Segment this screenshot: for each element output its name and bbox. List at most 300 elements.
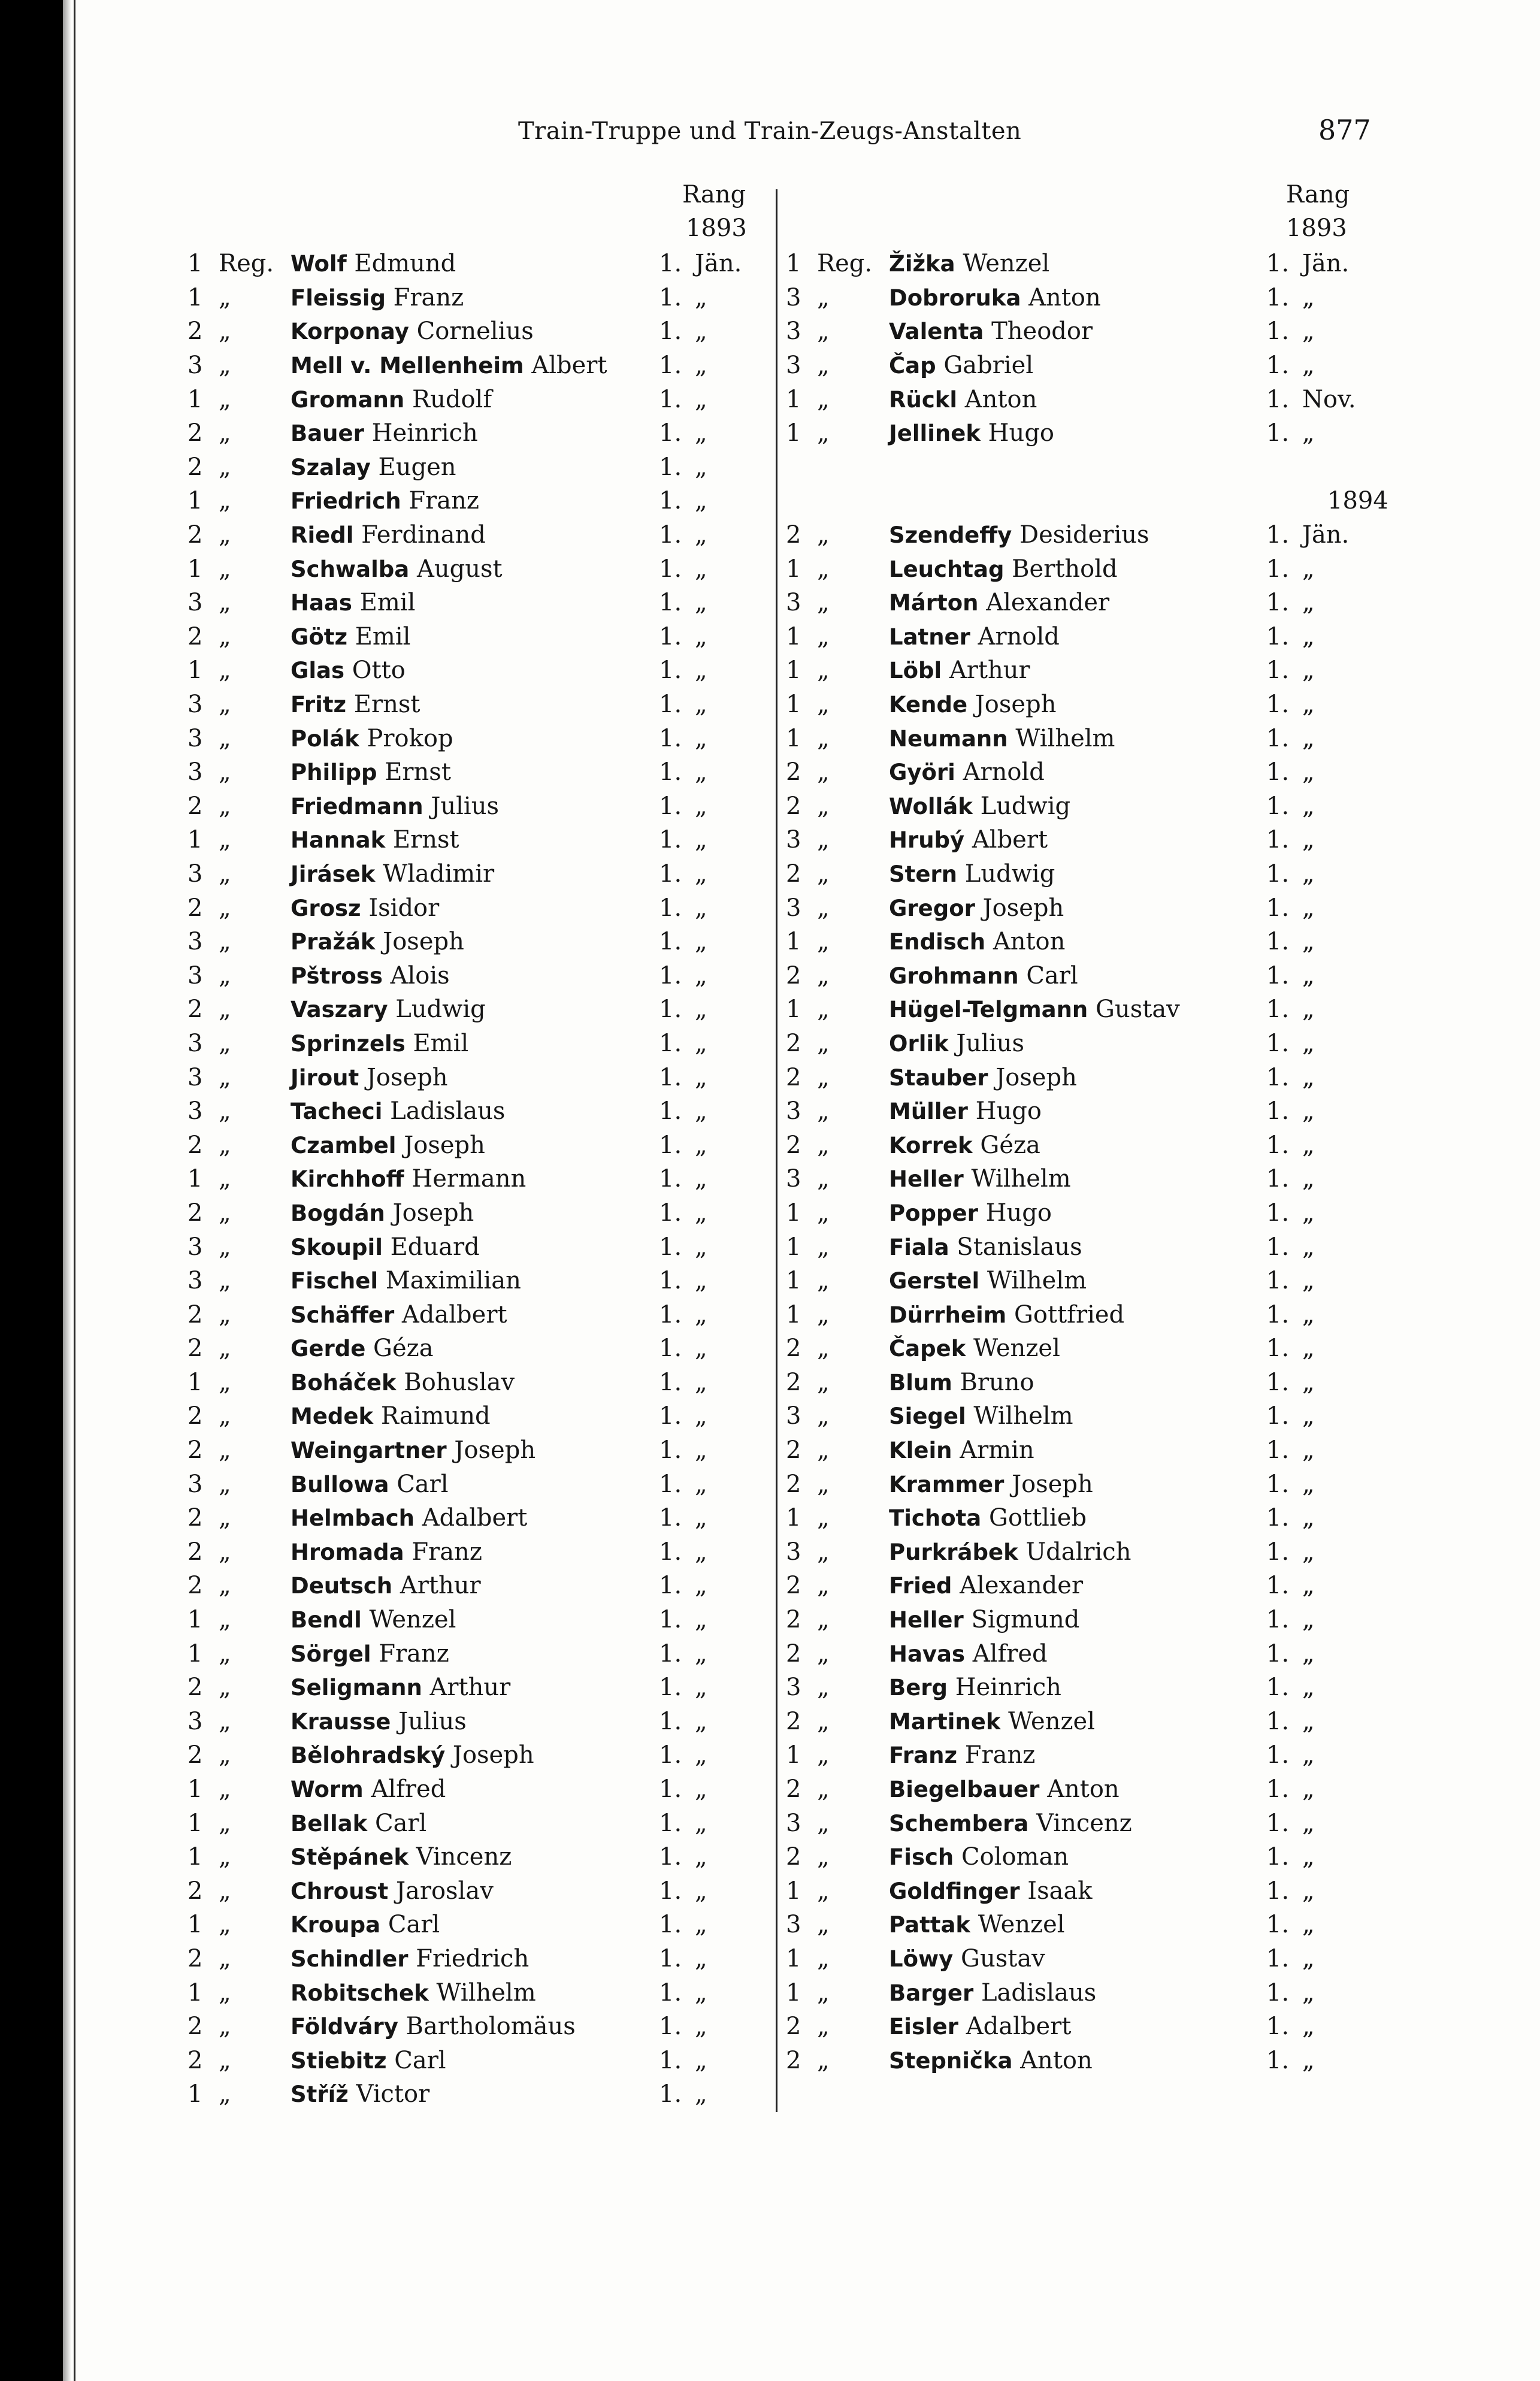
officer-name [291, 416, 659, 450]
officer-given-name: Joseph [996, 1063, 1077, 1091]
officer-surname: Müller [889, 1099, 968, 1125]
unit-abbrev: Reg. [817, 250, 873, 278]
rank-month: „ [1302, 352, 1315, 380]
regiment-number: 1 [187, 656, 203, 685]
officer-surname: Martinek [889, 1708, 1001, 1735]
roster-row [187, 1230, 769, 1264]
unit-abbrev: „ [219, 758, 231, 786]
unit-abbrev: „ [219, 1809, 231, 1837]
roster-row [187, 857, 769, 891]
officer-surname: Klein [889, 1438, 952, 1464]
officer-given-name: Heinrich [371, 419, 478, 447]
officer-surname: Krausse [291, 1708, 391, 1735]
officer-surname: Bauer [291, 420, 364, 447]
regiment-number: 2 [187, 2046, 203, 2074]
officer-surname: Fisch [889, 1844, 954, 1871]
officer-name [291, 586, 659, 620]
roster-row [187, 2077, 769, 2111]
officer-surname: Stauber [889, 1064, 988, 1091]
unit-abbrev: „ [817, 1470, 830, 1498]
right-roster-table [786, 247, 1421, 2077]
officer-name [889, 382, 1266, 416]
unit-abbrev: „ [219, 2046, 231, 2074]
officer-name [889, 1297, 1266, 1332]
unit-abbrev: „ [817, 1063, 830, 1091]
officer-surname: Gregor [889, 895, 975, 921]
rank-month: „ [695, 1131, 707, 1159]
year-header-row [786, 484, 1421, 518]
unit-abbrev: „ [817, 1809, 830, 1837]
rank-month: „ [695, 1504, 707, 1532]
officer-given-name: Armin [960, 1436, 1034, 1465]
unit-abbrev: „ [817, 1504, 830, 1532]
officer-name [291, 1264, 659, 1298]
rank-month: „ [1302, 1674, 1315, 1702]
rank-month: „ [695, 1300, 707, 1329]
officer-surname: Vaszary [291, 997, 388, 1023]
officer-name [889, 1196, 1266, 1230]
rank-month: „ [695, 1267, 707, 1295]
unit-abbrev: „ [219, 792, 231, 820]
officer-surname: Helmbach [291, 1505, 415, 1532]
officer-given-name: Alois [390, 961, 450, 990]
rank-day: 1. [659, 1131, 682, 1159]
unit-abbrev: „ [219, 1572, 231, 1600]
officer-surname: Pražák [291, 929, 376, 955]
officer-name [889, 823, 1266, 857]
officer-given-name: Friedrich [416, 1944, 530, 1972]
officer-given-name: Joseph [383, 928, 464, 956]
rank-day: 1. [1266, 622, 1290, 651]
rank-month: „ [695, 1674, 707, 1702]
officer-given-name: Victor [356, 2080, 430, 2108]
officer-name [889, 1705, 1266, 1739]
regiment-number: 2 [786, 860, 801, 888]
roster-row [786, 1874, 1421, 1908]
officer-name [291, 2010, 659, 2044]
regiment-number: 1 [786, 419, 801, 447]
officer-given-name: Gottfried [1013, 1300, 1125, 1329]
roster-row [786, 349, 1421, 383]
officer-surname: Franz [889, 1742, 957, 1769]
rank-month: „ [1302, 826, 1315, 854]
officer-surname: Popper [889, 1200, 978, 1226]
officer-given-name: Otto [352, 656, 406, 685]
regiment-number: 2 [187, 1402, 203, 1430]
officer-given-name: Alexander [986, 589, 1110, 617]
officer-name [291, 1603, 659, 1637]
officer-surname: Jellinek [889, 420, 981, 447]
officer-given-name: Arnold [963, 758, 1045, 786]
officer-name [889, 1467, 1266, 1501]
roster-row [187, 1908, 769, 1942]
officer-name [291, 823, 659, 857]
unit-abbrev: „ [817, 1775, 830, 1804]
unit-abbrev: „ [219, 1911, 231, 1939]
unit-abbrev: „ [219, 1131, 231, 1159]
officer-name [291, 1772, 659, 1807]
roster-row [187, 1874, 769, 1908]
officer-name [889, 349, 1266, 383]
officer-surname: Jirout [291, 1064, 359, 1091]
unit-abbrev: „ [817, 1538, 830, 1566]
rank-month: „ [1302, 1978, 1315, 2007]
officer-given-name: Wladimir [383, 860, 495, 888]
regiment-number: 2 [786, 1029, 801, 1057]
rank-month: „ [695, 1199, 707, 1227]
rank-month: „ [1302, 317, 1315, 346]
unit-abbrev: „ [219, 1097, 231, 1126]
regiment-number: 2 [786, 792, 801, 820]
regiment-number: 3 [786, 1097, 801, 1126]
rank-day: 1. [1266, 1809, 1290, 1837]
officer-given-name: Alfred [972, 1639, 1048, 1668]
officer-name [889, 1636, 1266, 1671]
officer-surname: Márton [889, 590, 979, 616]
rank-month: „ [1302, 589, 1315, 617]
regiment-number: 2 [786, 1572, 801, 1600]
rank-day: 1. [1266, 589, 1290, 617]
officer-surname: Glas [291, 658, 345, 684]
rank-day: 1. [1266, 1335, 1290, 1363]
unit-abbrev: „ [219, 352, 231, 380]
officer-surname: Fleissig [291, 285, 386, 311]
roster-row [786, 281, 1421, 315]
officer-surname: Valenta [889, 319, 984, 345]
roster-row [786, 620, 1421, 654]
regiment-number: 3 [187, 1097, 203, 1126]
rank-month: „ [1302, 1267, 1315, 1295]
roster-row [786, 993, 1421, 1027]
rank-day: 1. [659, 1877, 682, 1905]
unit-abbrev: „ [817, 1402, 830, 1430]
officer-given-name: Julius [398, 1707, 467, 1735]
rank-month: „ [1302, 1606, 1315, 1634]
officer-name [291, 1942, 659, 1976]
unit-abbrev: „ [817, 996, 830, 1024]
regiment-number: 1 [786, 1741, 801, 1769]
unit-abbrev: „ [817, 555, 830, 583]
unit-abbrev: „ [817, 826, 830, 854]
rank-day: 1. [659, 1300, 682, 1329]
rank-day: 1. [1266, 996, 1290, 1024]
officer-given-name: Anton [1028, 283, 1101, 311]
officer-name [889, 552, 1266, 586]
rank-day: 1. [1266, 2046, 1290, 2074]
officer-name [291, 1060, 659, 1094]
unit-abbrev: „ [817, 961, 830, 990]
rank-month: „ [1302, 792, 1315, 820]
rank-month: „ [1302, 724, 1315, 752]
rank-month: „ [695, 1809, 707, 1837]
regiment-number: 2 [187, 792, 203, 820]
roster-row [786, 1297, 1421, 1332]
rank-month: „ [695, 1944, 707, 1972]
officer-name [291, 755, 659, 789]
officer-surname: Kroupa [291, 1912, 381, 1938]
officer-surname: Földváry [291, 2014, 398, 2040]
officer-name [889, 1942, 1266, 1976]
officer-surname: Čap [889, 353, 936, 379]
roster-row [187, 586, 769, 620]
regiment-number: 3 [187, 961, 203, 990]
officer-surname: Fritz [291, 692, 347, 718]
rank-day: 1. [1266, 555, 1290, 583]
officer-surname: Worm [291, 1777, 364, 1803]
officer-name [889, 247, 1266, 281]
officer-surname: Gerstel [889, 1268, 980, 1294]
officer-surname: Eisler [889, 2014, 959, 2040]
officer-name [889, 1399, 1266, 1433]
officer-given-name: Wenzel [1008, 1707, 1095, 1735]
page-number: 877 [1318, 114, 1371, 146]
officer-surname: Krammer [889, 1471, 1005, 1497]
officer-given-name: Albert [531, 352, 607, 380]
rank-day: 1. [659, 1470, 682, 1498]
rank-day: 1. [659, 1063, 682, 1091]
officer-surname: Heller [889, 1607, 964, 1633]
regiment-number: 1 [786, 1267, 801, 1295]
officer-given-name: Wenzel [369, 1606, 456, 1634]
roster-row [786, 688, 1421, 722]
rank-month: „ [695, 1233, 707, 1261]
officer-name [889, 1366, 1266, 1400]
rank-day: 1. [659, 1639, 682, 1668]
roster-row [187, 721, 769, 755]
officer-given-name: Hermann [412, 1165, 527, 1193]
officer-name [291, 1230, 659, 1264]
regiment-number: 2 [786, 1707, 801, 1735]
officer-given-name: Ladislaus [981, 1978, 1097, 2007]
officer-given-name: Arthur [400, 1572, 481, 1600]
unit-abbrev: „ [219, 1741, 231, 1769]
officer-name [889, 1671, 1266, 1705]
officer-name [291, 484, 659, 518]
roster-row [187, 1603, 769, 1637]
unit-abbrev: „ [219, 1877, 231, 1905]
roster-row [187, 1162, 769, 1196]
rank-day: 1. [659, 250, 682, 278]
unit-abbrev: „ [817, 894, 830, 922]
unit-abbrev: „ [219, 1606, 231, 1634]
rank-month: „ [695, 2013, 707, 2041]
unit-abbrev: „ [817, 317, 830, 346]
officer-name [889, 1094, 1266, 1129]
rank-month: „ [1302, 1335, 1315, 1363]
officer-surname: Hromada [291, 1539, 404, 1565]
rank-month: „ [695, 1029, 707, 1057]
officer-surname: Kirchhoff [291, 1166, 404, 1193]
officer-name [291, 450, 659, 485]
unit-abbrev: „ [219, 1063, 231, 1091]
rank-month: „ [1302, 1470, 1315, 1498]
unit-abbrev: „ [817, 928, 830, 956]
officer-name [291, 1874, 659, 1908]
unit-abbrev: „ [219, 1267, 231, 1295]
rank-day: 1. [659, 1165, 682, 1193]
rank-day: 1. [1266, 758, 1290, 786]
roster-row [786, 416, 1421, 450]
rank-day: 1. [1266, 1233, 1290, 1261]
roster-row [786, 1806, 1421, 1840]
officer-given-name: Wilhelm [436, 1978, 536, 2007]
officer-given-name: Wenzel [963, 250, 1050, 278]
rank-day: 1. [659, 1199, 682, 1227]
roster-row [187, 1840, 769, 1874]
officer-given-name: Joseph [452, 1741, 534, 1769]
right-rang-year: 1893 [1286, 214, 1347, 242]
officer-name [291, 1569, 659, 1603]
rank-day: 1. [659, 487, 682, 515]
roster-row [187, 416, 769, 450]
officer-surname: Neumann [889, 725, 1008, 752]
rank-month: „ [695, 1606, 707, 1634]
officer-surname: Stříž [291, 2082, 349, 2108]
regiment-number: 3 [187, 758, 203, 786]
rank-day: 1. [659, 792, 682, 820]
unit-abbrev: „ [219, 1707, 231, 1735]
roster-row [786, 2010, 1421, 2044]
regiment-number: 2 [187, 1538, 203, 1566]
officer-given-name: Heinrich [955, 1674, 1061, 1702]
rank-month: „ [695, 758, 707, 786]
unit-abbrev: Reg. [219, 250, 274, 278]
officer-name [291, 281, 659, 315]
unit-abbrev: „ [219, 724, 231, 752]
rank-day: 1. [659, 1606, 682, 1634]
roster-row [786, 1027, 1421, 1061]
unit-abbrev: „ [817, 385, 830, 413]
officer-given-name: Wenzel [978, 1911, 1065, 1939]
officer-given-name: Adalbert [422, 1504, 528, 1532]
roster-row [187, 1501, 769, 1535]
rank-month: „ [695, 961, 707, 990]
regiment-number: 1 [786, 555, 801, 583]
officer-name [291, 789, 659, 824]
officer-given-name: Emil [359, 589, 416, 617]
officer-name [889, 1840, 1266, 1874]
officer-name [889, 1772, 1266, 1807]
officer-surname: Györi [889, 760, 955, 786]
officer-given-name: Cornelius [416, 317, 534, 346]
officer-name [291, 1399, 659, 1433]
officer-surname: Fried [889, 1573, 952, 1599]
unit-abbrev: „ [817, 1097, 830, 1126]
regiment-number: 1 [786, 1504, 801, 1532]
running-header: Train-Truppe und Train-Zeugs-Anstalten [518, 117, 1022, 145]
unit-abbrev: „ [219, 1199, 231, 1227]
roster-row [187, 654, 769, 688]
officer-surname: Latner [889, 624, 970, 650]
unit-abbrev: „ [219, 1029, 231, 1057]
officer-given-name: Wilhelm [971, 1165, 1071, 1193]
officer-name [889, 993, 1266, 1027]
officer-surname: Szalay [291, 454, 371, 480]
regiment-number: 3 [786, 1674, 801, 1702]
regiment-number: 3 [187, 1470, 203, 1498]
officer-name [291, 721, 659, 755]
officer-given-name: Eugen [378, 453, 456, 481]
roster-row [786, 1264, 1421, 1298]
rank-day: 1. [1266, 1131, 1290, 1159]
officer-given-name: Géza [373, 1335, 434, 1363]
roster-row [187, 1772, 769, 1807]
regiment-number: 1 [187, 487, 203, 515]
regiment-number: 1 [187, 1843, 203, 1871]
roster-row [786, 1738, 1421, 1772]
officer-surname: Korrek [889, 1132, 973, 1158]
regiment-number: 3 [187, 724, 203, 752]
unit-abbrev: „ [219, 1402, 231, 1430]
roster-row [786, 1636, 1421, 1671]
rank-month: „ [1302, 1300, 1315, 1329]
officer-surname: Löwy [889, 1946, 954, 1972]
officer-given-name: Adalbert [401, 1300, 507, 1329]
unit-abbrev: „ [817, 1707, 830, 1735]
rank-month: „ [1302, 691, 1315, 719]
officer-surname: Chroust [291, 1878, 389, 1904]
officer-name [889, 2010, 1266, 2044]
officer-given-name: Hugo [988, 419, 1055, 447]
officer-given-name: Stanislaus [957, 1233, 1082, 1261]
unit-abbrev: „ [219, 555, 231, 583]
rank-month: „ [695, 656, 707, 685]
roster-row [786, 1603, 1421, 1637]
rank-month: „ [695, 1165, 707, 1193]
officer-name [291, 247, 659, 281]
rank-day: 1. [1266, 250, 1290, 278]
roster-row [786, 518, 1421, 552]
roster-row [187, 755, 769, 789]
rank-day: 1. [1266, 1029, 1290, 1057]
rank-month: „ [1302, 996, 1315, 1024]
rank-month: „ [1302, 1029, 1315, 1057]
left-roster-table [187, 247, 769, 2111]
officer-given-name: Arnold [978, 622, 1060, 651]
rank-day: 1. [1266, 1436, 1290, 1465]
unit-abbrev: „ [817, 589, 830, 617]
regiment-number: 1 [786, 724, 801, 752]
rank-day: 1. [659, 758, 682, 786]
rank-day: 1. [1266, 1674, 1290, 1702]
regiment-number: 3 [786, 1165, 801, 1193]
rank-day: 1. [1266, 1775, 1290, 1804]
rank-month: „ [695, 1335, 707, 1363]
regiment-number: 1 [786, 622, 801, 651]
rank-month: „ [695, 894, 707, 922]
regiment-number: 2 [187, 622, 203, 651]
officer-name [889, 1230, 1266, 1264]
officer-given-name: Julius [956, 1029, 1025, 1057]
officer-given-name: Gottlieb [989, 1504, 1087, 1532]
rank-month: „ [1302, 1775, 1315, 1804]
rank-day: 1. [659, 589, 682, 617]
rank-month: „ [695, 1368, 707, 1396]
rank-day: 1. [1266, 1300, 1290, 1329]
unit-abbrev: „ [817, 1606, 830, 1634]
officer-name [889, 857, 1266, 891]
rank-month: Nov. [1302, 385, 1356, 413]
unit-abbrev: „ [817, 792, 830, 820]
officer-name [291, 1366, 659, 1400]
officer-name [889, 1603, 1266, 1637]
officer-given-name: Ladislaus [390, 1097, 506, 1126]
rank-day: 1. [659, 521, 682, 549]
rank-month: „ [1302, 1741, 1315, 1769]
officer-surname: Hügel-Telgmann [889, 997, 1088, 1023]
rank-day: 1. [659, 996, 682, 1024]
officer-name [291, 1467, 659, 1501]
